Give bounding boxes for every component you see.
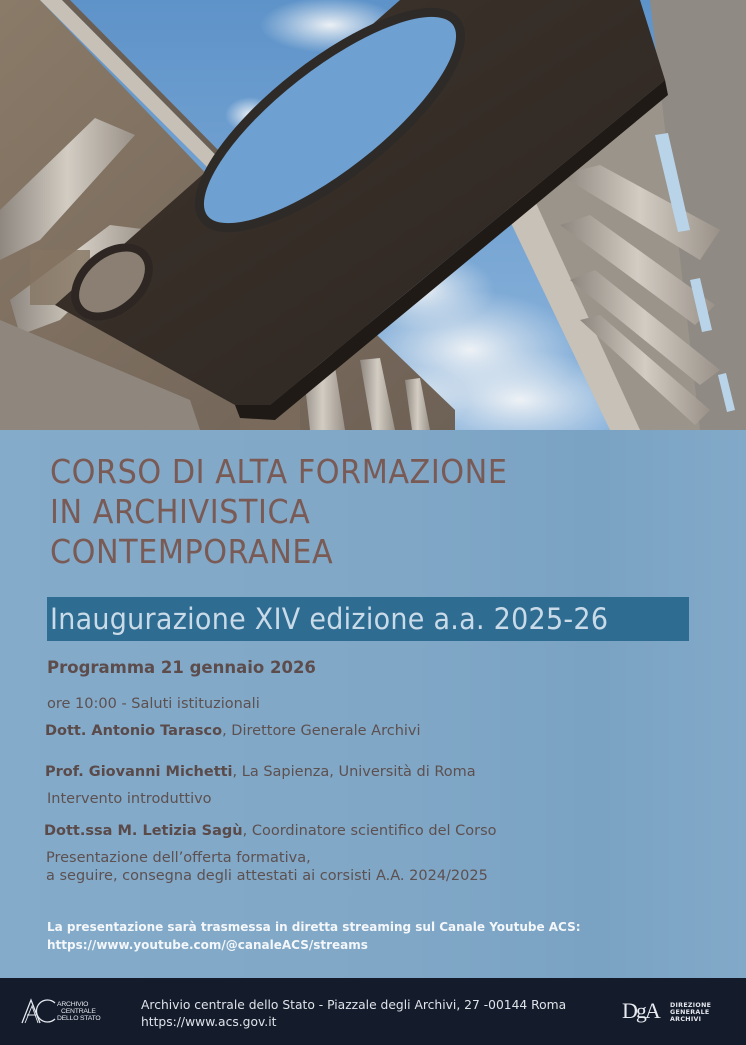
streaming-link[interactable]: https://www.youtube.com/@canaleACS/streams <box>47 938 368 952</box>
dga-monogram-icon: DgA <box>622 998 659 1023</box>
speaker-role: , Direttore Generale Archivi <box>222 723 421 739</box>
program-heading: Programma 21 gennaio 2026 <box>47 658 316 677</box>
program-item-speaker-michetti <box>45 763 476 781</box>
dga-line-3: ARCHIVI <box>670 1016 702 1023</box>
footer-website-link[interactable]: https://www.acs.gov.it <box>141 1015 277 1029</box>
edition-banner <box>47 597 689 641</box>
program-item-speaker-tarasco <box>45 722 421 740</box>
streaming-text: La presentazione sarà trasmessa in diretta streaming sul Canale Youtube ACS: <box>47 920 581 934</box>
acs-monogram-icon <box>21 998 57 1024</box>
speaker-role: , Coordinatore scientifico del Corso <box>242 823 497 839</box>
program-item-certificates: a seguire, consegna degli attestati ai corsisti A.A. 2024/2025 <box>46 868 488 884</box>
speaker-role: , La Sapienza, Università di Roma <box>232 764 476 780</box>
dga-line-1: DIREZIONE <box>670 1002 712 1009</box>
dga-logo-text <box>670 1002 711 1023</box>
course-title <box>50 452 664 572</box>
program-item-greetings: ore 10:00 - Saluti istituzionali <box>47 696 260 712</box>
title-line-2: IN ARCHIVISTICA <box>50 493 311 531</box>
title-line-1: CORSO DI ALTA FORMAZIONE <box>50 453 508 491</box>
streaming-notice <box>47 918 581 954</box>
acs-logo <box>21 998 111 1024</box>
dga-line-2: GENERALE <box>670 1009 710 1016</box>
edition-label: Inaugurazione XIV edizione a.a. 2025-26 <box>50 602 609 636</box>
speaker-name: Dott.ssa M. Letizia Sagù <box>44 823 243 839</box>
acs-line-1: ARCHIVIO <box>57 1001 89 1008</box>
hero-photo <box>0 0 746 430</box>
footer-contact <box>141 997 566 1031</box>
program-item-speaker-sagu <box>44 822 497 840</box>
footer-address: Archivio centrale dello Stato - Piazzale degli Archivi, 27 -00144 Roma <box>141 998 567 1012</box>
architecture-photo <box>0 0 746 430</box>
acs-line-2: CENTRALE <box>61 1008 96 1015</box>
acs-logo-text <box>57 1001 101 1022</box>
title-line-3: CONTEMPORANEA <box>50 533 334 571</box>
program-item-presentation: Presentazione dell’offerta formativa, <box>46 850 311 866</box>
dga-logo <box>622 999 722 1025</box>
speaker-name: Dott. Antonio Tarasco <box>45 723 223 739</box>
program-item-intro-talk: Intervento introduttivo <box>47 791 212 807</box>
footer <box>0 978 746 1045</box>
acs-line-3: DELLO STATO <box>57 1015 101 1022</box>
speaker-name: Prof. Giovanni Michetti <box>45 764 233 780</box>
